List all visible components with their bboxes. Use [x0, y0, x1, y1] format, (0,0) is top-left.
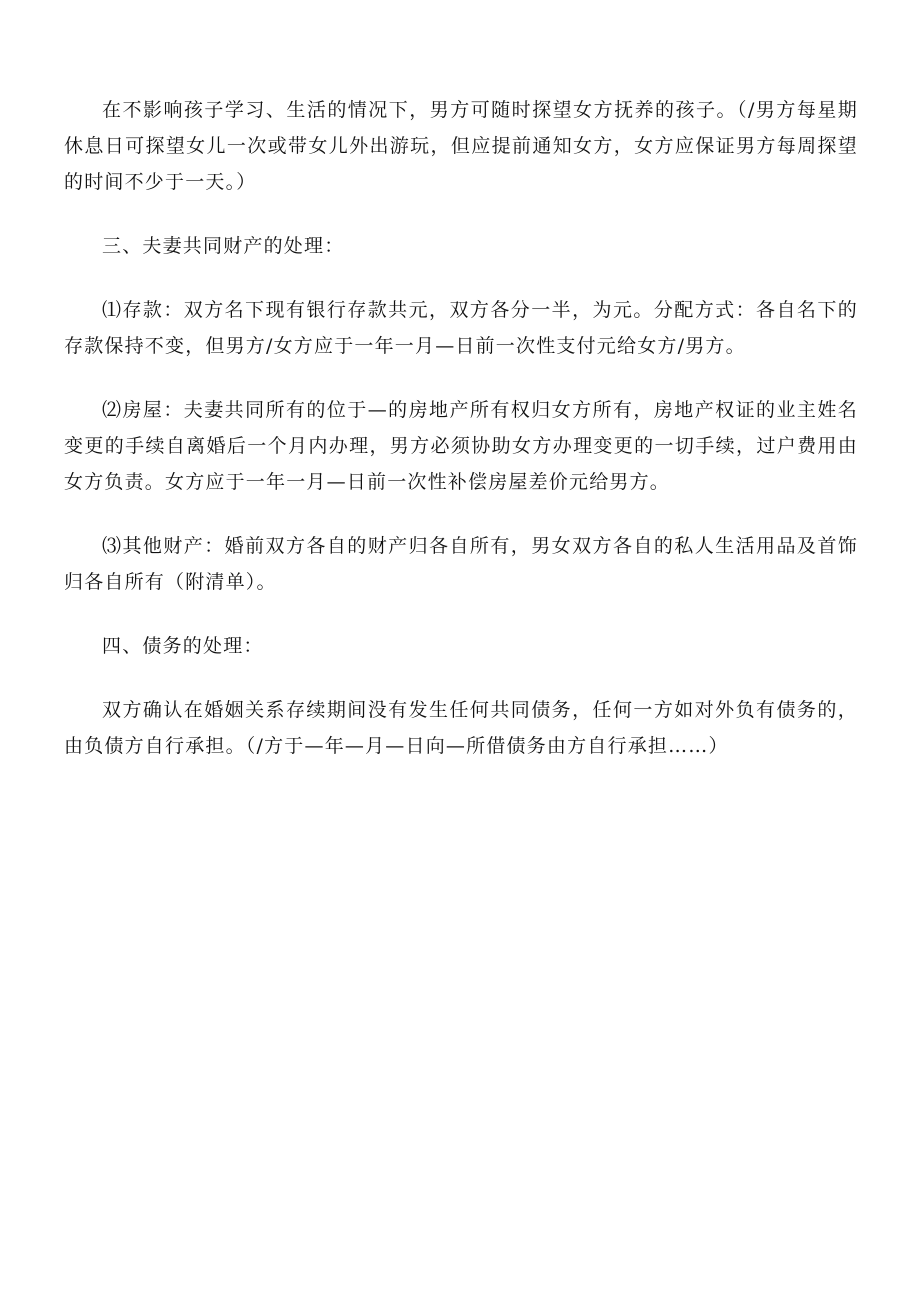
debt-paragraph: 双方确认在婚姻关系存续期间没有发生任何共同债务，任何一方如对外负有债务的，由负债方自行承担。（/方于—年—月—日向—所借债务由方自行承担……） [64, 699, 858, 757]
housing-paragraph: ⑵房屋：夫妻共同所有的位于—的房地产所有权归女方所有，房地产权证的业主姓名变更的手续自离婚后一个月内办理，男方必须协助女方办理变更的一切手续，过户费用由女方负责。女方应于一年一月—日前一次性补偿房屋差价元给男方。 [64, 399, 858, 493]
savings-paragraph: ⑴存款：双方名下现有银行存款共元，双方各分一半，为元。分配方式：各自名下的存款保持不变，但男方/女方应于一年一月—日前一次性支付元给女方/男方。 [64, 299, 858, 357]
section-heading-debt: 四、债务的处理： [102, 635, 264, 657]
section-heading-property: 三、夫妻共同财产的处理： [102, 235, 345, 257]
visitation-paragraph: 在不影响孩子学习、生活的情况下，男方可随时探望女方抚养的孩子。（/男方每星期休息日可探望女儿一次或带女儿外出游玩，但应提前通知女方，女方应保证男方每周探望的时间不少于一天。） [64, 99, 858, 193]
other-property-paragraph: ⑶其他财产：婚前双方各自的财产归各自所有，男女双方各自的私人生活用品及首饰归各自所有（附清单）。 [64, 535, 858, 593]
